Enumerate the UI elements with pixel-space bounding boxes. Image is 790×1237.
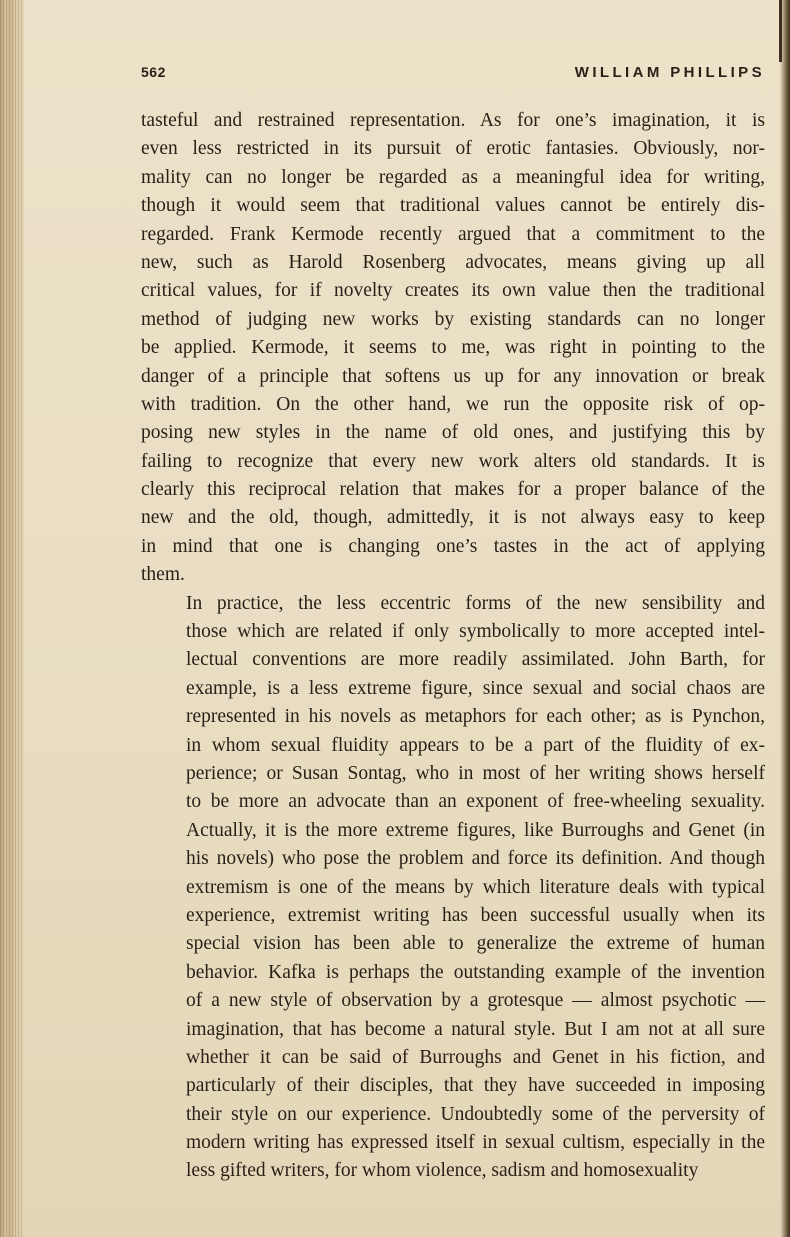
text-line: example, is a less extreme figure, since sexual and social chaos are [186, 677, 765, 699]
text-line: their style on our experience. Undoubtedly some of the perversity of [186, 1103, 765, 1125]
text-line: be applied. Kermode, it seems to me, was right in pointing to the [141, 337, 765, 359]
text-line: of a new style of observation by a grotesque — almost psychotic — [186, 990, 765, 1012]
text-line: lectual conventions are more readily assimilated. John Barth, for [186, 649, 765, 671]
text-line: new, such as Harold Rosenberg advocates, means giving up all [141, 251, 765, 273]
text-line: behavior. Kafka is perhaps the outstanding example of the invention [186, 961, 765, 983]
text-line: those which are related if only symbolically to more accepted intel- [186, 621, 765, 643]
text-line: modern writing has expressed itself in sexual cultism, especially in the [186, 1132, 765, 1154]
text-line: perience; or Susan Sontag, who in most of her writing shows herself [186, 762, 765, 784]
text-line: particularly of their disciples, that they have succeeded in imposing [186, 1075, 765, 1097]
text-line: extremism is one of the means by which literature deals with typical [186, 876, 765, 898]
text-line: tasteful and restrained representation. As for one’s imagination, it is [141, 110, 765, 131]
text-line: imagination, that has become a natural style. But I am not at all sure [186, 1018, 765, 1040]
text-line: them. [141, 564, 185, 586]
text-line: posing new styles in the name of old ones, and justifying this by [141, 422, 765, 444]
text-line: to be more an advocate than an exponent of free-wheeling sexuality. [186, 791, 765, 813]
paragraph [141, 107, 765, 590]
page-header [141, 64, 765, 86]
text-line: experience, extremist writing has been successful usually when its [186, 904, 765, 926]
text-line: in mind that one is changing one’s tastes in the act of applying [141, 535, 765, 557]
text-line: in whom sexual fluidity appears to be a part of the fluidity of ex- [186, 734, 765, 756]
book-gutter-lines [0, 0, 22, 1237]
text-line: new and the old, though, admittedly, it is not always easy to keep [141, 507, 765, 529]
text-line: danger of a principle that softens us up for any innovation or break [141, 365, 765, 387]
text-line: though it would seem that traditional values cannot be entirely dis- [141, 195, 765, 217]
text-line: In practice, the less eccentric forms of the new sensibility and [186, 592, 765, 614]
text-line: clearly this reciprocal relation that makes for a proper balance of the [141, 479, 765, 501]
text-line: represented in his novels as metaphors for each other; as is Pynchon, [186, 706, 765, 728]
page-edge-mark [779, 0, 782, 62]
body-text [141, 107, 765, 1186]
running-head: WILLIAM PHILLIPS [574, 64, 765, 81]
page-number: 562 [141, 64, 166, 80]
text-line: Actually, it is the more extreme figures, like Burroughs and Genet (in [186, 819, 765, 841]
text-line: regarded. Frank Kermode recently argued that a commitment to the [141, 223, 765, 245]
text-line: his novels) who pose the problem and force its definition. And though [186, 848, 765, 870]
text-line: with tradition. On the other hand, we run the opposite risk of op- [141, 393, 765, 415]
text-line: failing to recognize that every new work alters old standards. It is [141, 450, 765, 472]
text-line: critical values, for if novelty creates its own value then the traditional [141, 280, 765, 302]
text-line: even less restricted in its pursuit of erotic fantasies. Obviously, nor- [141, 138, 765, 160]
text-line: special vision has been able to generalize the extreme of human [186, 933, 765, 955]
text-line: mality can no longer be regarded as a meaningful idea for writing, [141, 166, 765, 188]
text-line: whether it can be said of Burroughs and Genet in his fiction, and [186, 1046, 765, 1068]
paragraph [141, 590, 765, 1186]
text-line: method of judging new works by existing standards can no longer [141, 308, 765, 330]
page-right-edge [780, 0, 790, 1237]
text-line: less gifted writers, for whom violence, sadism and homosexuality [186, 1160, 699, 1182]
